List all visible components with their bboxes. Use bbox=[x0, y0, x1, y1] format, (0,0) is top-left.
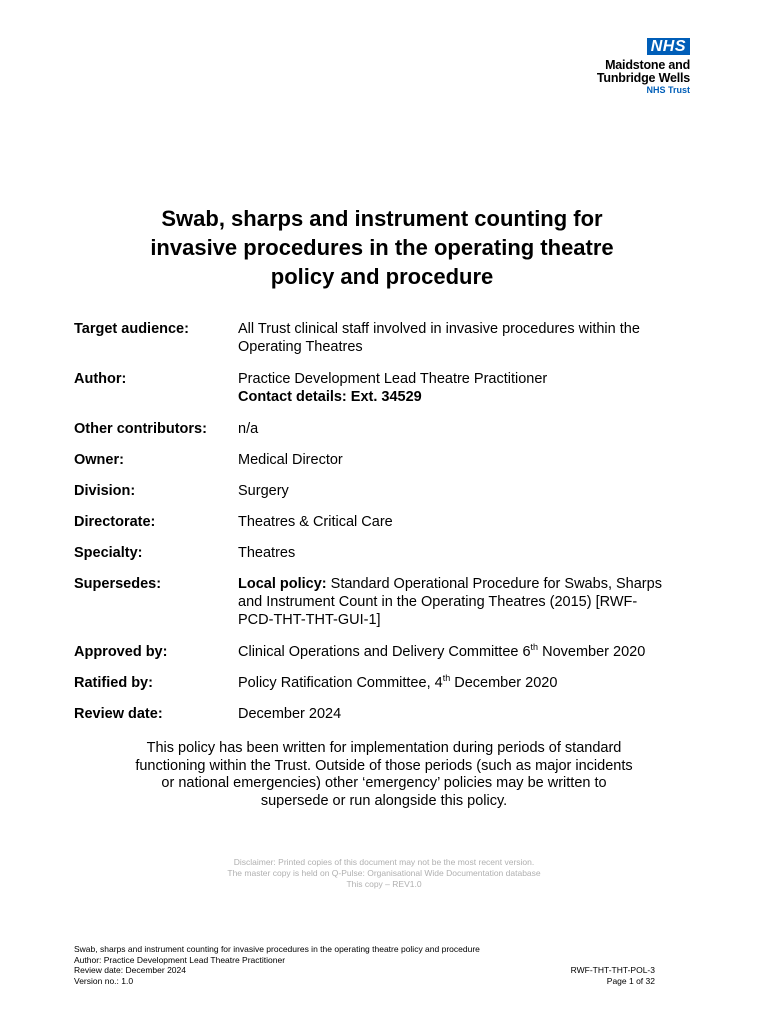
document-metadata bbox=[74, 320, 694, 723]
footer-author: Author: Practice Development Lead Theatre Practitioner bbox=[74, 954, 286, 965]
document-title: Swab, sharps and instrument counting for invasive procedures in the operating theatre policy and procedure bbox=[150, 206, 614, 289]
disclaimer: Disclaimer: Printed copies of this document may not be the most recent version. The master copy is held on Q-Pulse: Organisational Wide Documentation database This copy – REV1.0 bbox=[227, 857, 541, 889]
footer-version: Version no.: 1.0 bbox=[74, 975, 134, 986]
footer-review-date: Review date: December 2024 bbox=[74, 965, 186, 975]
meta-directorate: Directorate: Theatres & Critical Care bbox=[74, 514, 393, 530]
footer-title: Swab, sharps and instrument counting for invasive procedures in the operating theatre policy and procedure bbox=[74, 944, 480, 954]
meta-owner: Owner: Medical Director bbox=[74, 452, 343, 468]
author-contact: Contact details: Ext. 34529 bbox=[238, 389, 422, 405]
meta-author: Author: Practice Development Lead Theatre Practitioner Contact details: Ext. 34529 bbox=[74, 370, 694, 406]
page-footer bbox=[74, 944, 655, 986]
nhs-badge: NHS bbox=[647, 38, 690, 55]
logo-line-1: Maidstone and bbox=[605, 58, 690, 72]
meta-division: Division: Surgery bbox=[74, 483, 289, 499]
meta-review-date: Review date: December 2024 bbox=[74, 706, 342, 722]
meta-ratified-by: Ratified by: Policy Ratification Committee, 4th December 2020 bbox=[74, 673, 558, 691]
logo-line-2: Tunbridge Wells bbox=[596, 71, 690, 85]
meta-other-contributors: Other contributors: n/a bbox=[74, 421, 259, 437]
meta-target-audience: Target audience: All Trust clinical staff involved in invasive procedures within the Operating Theatres bbox=[74, 321, 640, 355]
implementation-notice: This policy has been written for implementation during periods of standard functioning within the Trust. Outside of those periods (such as major incidents or national emergencies) other ‘emergency’ policies may be written to supersede or run alongside this policy. bbox=[135, 740, 633, 809]
meta-specialty: Specialty: Theatres bbox=[74, 545, 296, 561]
nhs-logo bbox=[597, 38, 690, 95]
meta-supersedes: Supersedes: Local policy: Standard Operational Procedure for Swabs, Sharps and Instrument Count in the Operating Theatres (2015) [RWF- PCD-THT-THT-GUI-1] bbox=[74, 576, 662, 628]
footer-document-ref: RWF-THT-THT-POL-3 bbox=[570, 965, 655, 975]
footer-page-number: Page 1 of 32 bbox=[606, 975, 655, 986]
meta-approved-by: Approved by: Clinical Operations and Delivery Committee 6th November 2020 bbox=[74, 642, 646, 660]
logo-line-3: NHS Trust bbox=[646, 85, 690, 95]
